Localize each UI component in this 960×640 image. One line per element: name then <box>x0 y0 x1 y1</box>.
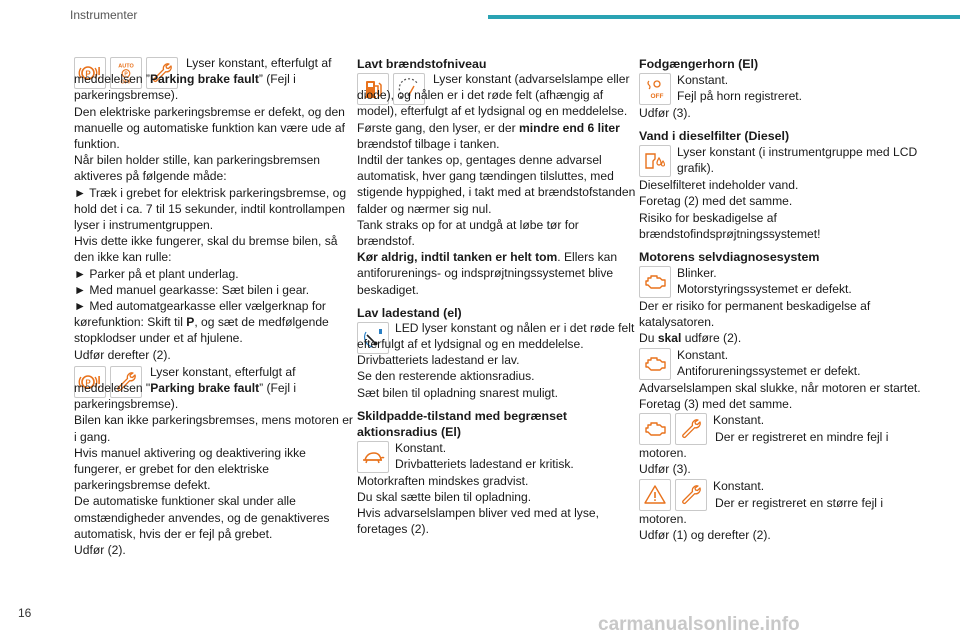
paragraph: Den elektriske parkeringsbremse er defekt, og den manuelle og automatiske funktion kan være ude af funktion. <box>74 104 345 152</box>
section-title: Instrumenter <box>70 8 138 22</box>
section-heading: Vand i dieselfilter (Diesel) <box>639 129 790 144</box>
warning-triangle-icon <box>639 479 671 511</box>
engine-check-icon <box>639 348 671 380</box>
paragraph: Du skal sætte bilen til opladning. <box>357 490 532 505</box>
paragraph: Blinker. <box>677 266 717 281</box>
paragraph: Fejl på horn registreret. <box>677 89 803 104</box>
column-3 <box>639 56 921 543</box>
wrench-service-icon <box>675 479 707 511</box>
paragraph: Konstant. <box>677 347 729 362</box>
paragraph: Hvis advarselslampen bliver ved med at lyse, foretages (2). <box>357 506 599 537</box>
icon-row <box>357 440 639 473</box>
paragraph: LED lyser konstant og nålen er i det røde felt efterfulgt af et lydsignal og en meddelelse. <box>357 320 635 352</box>
paragraph: Se den resterende aktionsradius. <box>357 369 535 384</box>
section-heading: Skildpadde-tilstand med begrænset aktionsradius (El) <box>357 408 567 439</box>
paragraph: Risiko for beskadigelse af brændstofindsprøjtningssystemet! <box>639 210 821 241</box>
parking-brake-fault-text-1: Lyser konstant, efterfulgt af meddelelsen ”Parking brake fault” (Fejl i parkeringsbremse). <box>74 56 332 103</box>
paragraph: Første gang, den lyser, er der mindre end 6 liter brændstof tilbage i tanken. <box>357 120 620 151</box>
paragraph: Udfør (1) og derefter (2). <box>639 528 771 543</box>
paragraph: Foretag (3) med det samme. <box>639 396 793 411</box>
icon-row <box>639 144 921 177</box>
paragraph: Du skal udføre (2). <box>639 331 742 346</box>
paragraph: Hvis manuel aktivering og deaktivering ikke fungerer, er grebet for den elektriske parkeringsbremse defekt. <box>74 445 306 493</box>
icon-row <box>639 265 921 298</box>
paragraph: Drivbatteriets ladestand er kritisk. <box>395 457 574 472</box>
section-heading: Fodgængerhorn (El) <box>639 57 759 71</box>
paragraph: Drivbatteriets ladestand er lav. <box>357 353 520 368</box>
paragraph: Der er registreret en mindre fejl i motoren. <box>639 430 889 461</box>
paragraph: Advarselslampen skal slukke, når motoren er startet. <box>639 380 921 395</box>
section-heading: Lavt brændstofniveau <box>357 57 487 71</box>
paragraph: Konstant. <box>677 73 729 87</box>
column-2 <box>357 56 639 538</box>
paragraph: Kør aldrig, indtil tanken er helt tom. Ellers kan antiforurenings- og indsprøjtningssystemet blive beskadiget. <box>357 250 618 297</box>
paragraph: De automatiske funktioner skal under alle omstændigheder anvendes, og de genaktiveres automatisk, hvis der er fejl på grebet. <box>74 494 330 541</box>
turtle-icon <box>357 441 389 473</box>
paragraph: Lyser konstant (advarselslampe eller diode), og nålen er i det røde felt (afhængig af model), efterfulgt af et lydsignal og en meddelelse. <box>357 72 630 119</box>
paragraph: Udfør (2). <box>74 543 126 558</box>
column-1 <box>74 56 356 558</box>
page-number: 16 <box>18 606 32 620</box>
paragraph: ► Med manuel gearkasse: Sæt bilen i gear. <box>74 282 310 297</box>
paragraph: Der er registreret en større fejl i motoren. <box>639 495 884 526</box>
paragraph: Dieselfilteret indeholder vand. <box>639 178 799 193</box>
section-heading: Motorens selvdiagnosesystem <box>639 250 820 265</box>
paragraph: Bilen kan ikke parkeringsbremses, mens motoren er i gang. <box>74 413 353 444</box>
paragraph: Indtil der tankes op, gentages denne advarsel automatisk, hver gang tændingen tilsluttes, med stigende hyppighed, i takt med at brændstofstanden falder og nærmer sig nul. <box>357 153 636 216</box>
watermark: carmanualsonline.info <box>598 614 800 635</box>
paragraph: Motorstyringssystemet er defekt. <box>677 282 852 297</box>
icon-row <box>639 72 921 105</box>
paragraph: Konstant. <box>713 478 765 493</box>
parking-brake-fault-text-2: Lyser konstant, efterfulgt af meddelelsen "Parking brake fault” (Fejl i parkeringsbremse). <box>74 364 297 412</box>
paragraph: Hvis dette ikke fungerer, skal du bremse bilen, så den ikke kan rulle: <box>74 234 338 265</box>
paragraph: Når bilen holder stille, kan parkeringsbremsen aktiveres på følgende måde: <box>74 153 321 184</box>
water-in-diesel-icon <box>639 145 671 177</box>
paragraph: Sæt bilen til opladning snarest muligt. <box>357 385 558 400</box>
paragraph: Antiforureningssystemet er defekt. <box>677 363 861 378</box>
icon-row <box>639 347 921 380</box>
paragraph: Der er risiko for permanent beskadigelse af katalysatoren. <box>639 299 871 330</box>
paragraph: Udfør (3). <box>639 462 691 477</box>
paragraph: Lyser konstant (i instrumentgruppe med LCD grafik). <box>677 145 918 176</box>
engine-check-icon <box>639 266 671 298</box>
paragraph: Konstant. <box>395 440 447 455</box>
paragraph: Tank straks op for at undgå at løbe tør for brændstof. <box>357 217 579 249</box>
paragraph: Udfør (3). <box>639 106 691 120</box>
paragraph: ► Træk i grebet for elektrisk parkeringsbremse, og hold det i ca. 7 til 15 sekunder, indtil kontrollampen lyser i instrumentgruppen. <box>74 185 347 233</box>
paragraph: ► Med automatgearkasse eller vælgerknap for kørefunktion: Skift til P, og sæt de medfølgende stopklodser under et af hjulene. <box>74 299 329 346</box>
section-heading: Lav ladestand (el) <box>357 305 462 320</box>
header-accent-bar <box>488 15 960 19</box>
pedestrian-horn-off-icon <box>639 73 671 105</box>
engine-check-icon <box>639 413 671 445</box>
paragraph: Motorkraften mindskes gradvist. <box>357 473 529 488</box>
paragraph: Udfør derefter (2). <box>74 347 171 362</box>
paragraph: ► Parker på et plant underlag. <box>74 266 239 281</box>
paragraph: Konstant. <box>713 413 765 428</box>
paragraph: Foretag (2) med det samme. <box>639 194 793 209</box>
wrench-service-icon <box>675 413 707 445</box>
